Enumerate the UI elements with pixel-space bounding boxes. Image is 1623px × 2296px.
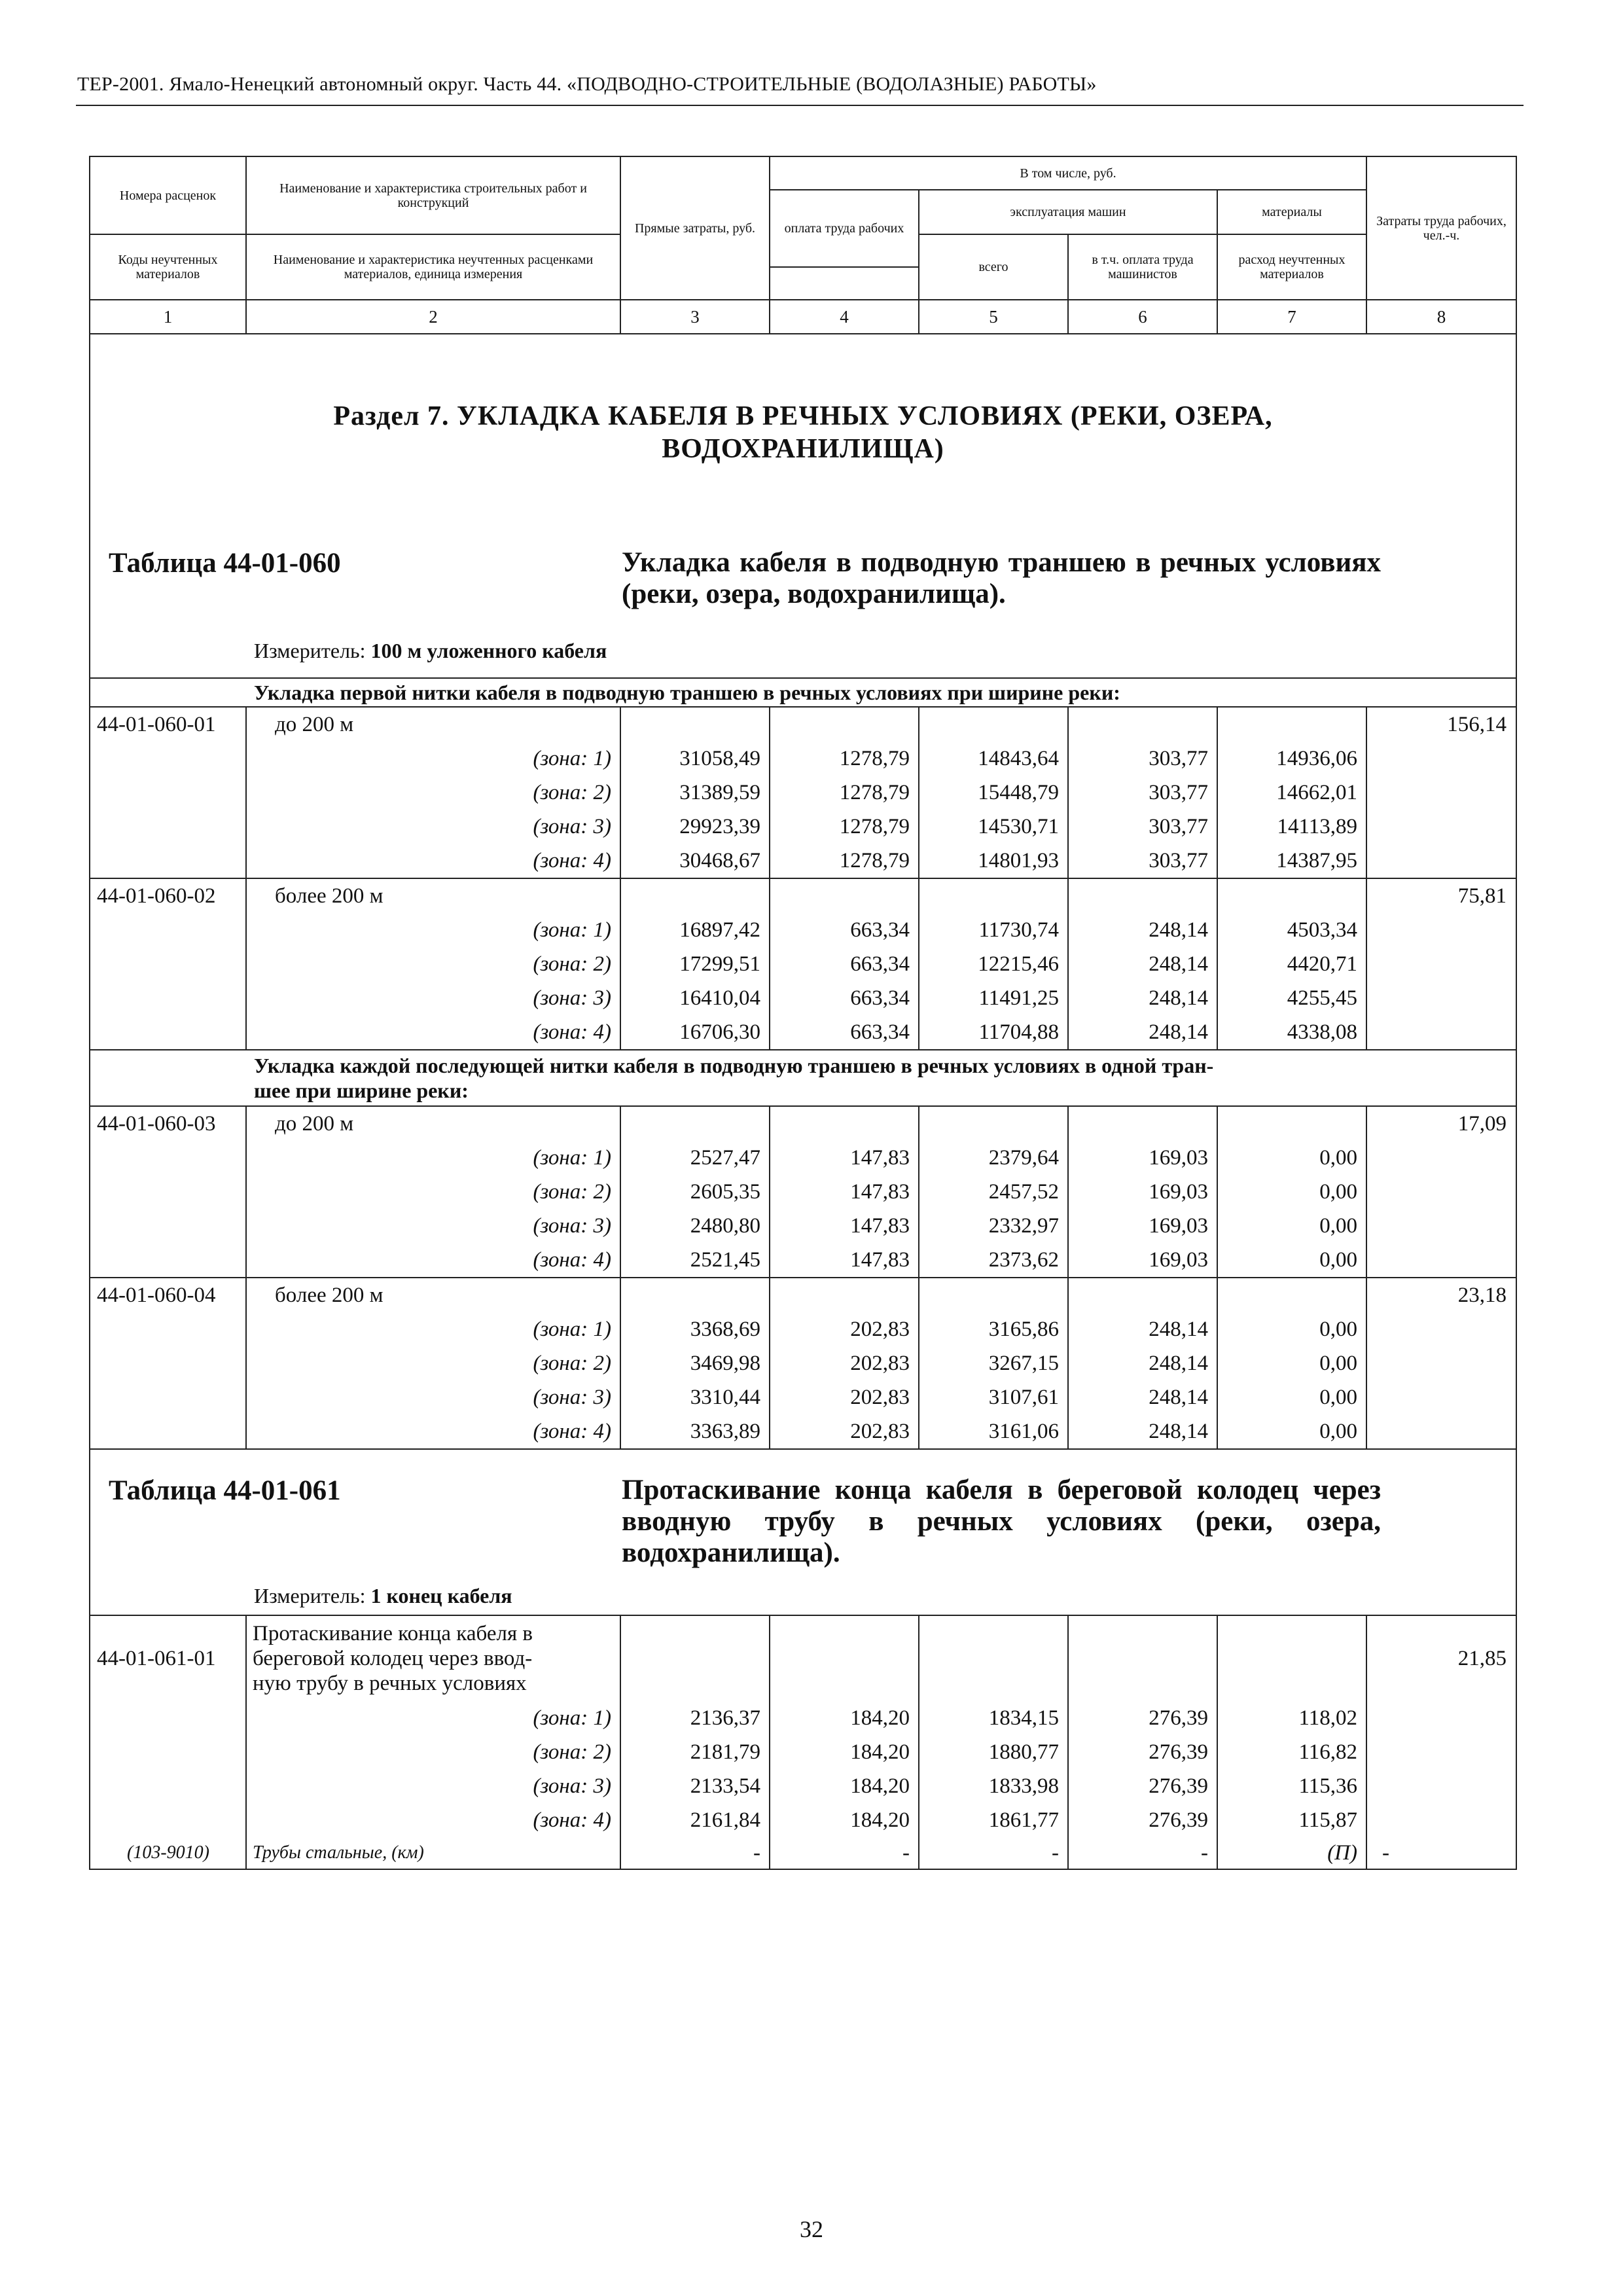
zone-label: (зона: 1) (533, 1317, 611, 1341)
rate-name-line: Протаскивание конца кабеля в (253, 1622, 533, 1645)
table-60-unit (254, 639, 607, 663)
machinist-pay: 276,39 (1149, 1774, 1208, 1798)
column-divider (1217, 708, 1218, 878)
labor-value: 156,14 (1447, 712, 1507, 736)
direct-cost: 17299,51 (679, 952, 760, 976)
column-divider (620, 1616, 621, 1869)
machinist-pay: 169,03 (1149, 1213, 1208, 1238)
table-row (90, 742, 1516, 776)
machinist-pay: 248,14 (1149, 1317, 1208, 1341)
direct-cost: 3363,89 (690, 1419, 760, 1443)
column-divider (620, 1107, 621, 1277)
material-c5: - (1052, 1840, 1059, 1865)
machines-total: 15448,79 (978, 780, 1059, 804)
rate-group-1 (90, 708, 1516, 878)
column-headers (90, 157, 1516, 334)
col-incl-pay: в т.ч. оплата труда машинистов (1068, 234, 1217, 300)
machinist-pay: 169,03 (1149, 1179, 1208, 1204)
direct-cost: 31058,49 (679, 746, 760, 770)
machinist-pay: 276,39 (1149, 1740, 1208, 1764)
column-divider (620, 708, 621, 878)
machinist-pay: 276,39 (1149, 1706, 1208, 1730)
labor-pay: 147,83 (850, 1179, 910, 1204)
machines-total: 11730,74 (978, 918, 1059, 942)
zone-label: (зона: 2) (533, 1740, 611, 1764)
rate-name: до 200 м (275, 1111, 354, 1136)
column-divider (1217, 1107, 1218, 1277)
table-row (90, 879, 1516, 913)
table-row (90, 1243, 1516, 1277)
labor-pay: 202,83 (850, 1385, 910, 1409)
column-divider (918, 708, 919, 878)
subhead-2-line2: шее при ширине реки: (254, 1079, 469, 1102)
materials-use: 14387,95 (1276, 848, 1357, 872)
labor-pay: 202,83 (850, 1351, 910, 1375)
materials-use: 0,00 (1319, 1213, 1357, 1238)
page-header: ТЕР-2001. Ямало-Ненецкий автономный округ. Часть 44. «ПОДВОДНО-СТРОИТЕЛЬНЫЕ (ВОДОЛАЗНЫЕ) РАБОТЫ» (77, 73, 1097, 95)
section-title-line2: ВОДОХРАНИЛИЩА) (662, 434, 944, 464)
machines-total: 2457,52 (988, 1179, 1059, 1204)
machinist-pay: 276,39 (1149, 1808, 1208, 1832)
machines-total: 12215,46 (978, 952, 1059, 976)
column-divider (1067, 708, 1069, 878)
column-divider (918, 1616, 919, 1869)
column-divider (1067, 1278, 1069, 1448)
unit-value: 1 конец кабеля (370, 1584, 512, 1607)
material-c8: - (1382, 1840, 1389, 1865)
col-labor: Затраты труда рабочих, чел.-ч. (1366, 157, 1516, 300)
machines-total: 2332,97 (988, 1213, 1059, 1238)
column-divider (245, 1616, 247, 1869)
machinist-pay: 248,14 (1149, 952, 1208, 976)
machinist-pay: 248,14 (1149, 918, 1208, 942)
zone-label: (зона: 3) (533, 814, 611, 838)
labor-pay: 1278,79 (839, 814, 910, 838)
machines-total: 3107,61 (988, 1385, 1059, 1409)
zone-label: (зона: 1) (533, 918, 611, 942)
materials-use: 0,00 (1319, 1247, 1357, 1272)
table-row (90, 1141, 1516, 1175)
table-row (90, 1616, 1516, 1701)
table-row (90, 810, 1516, 844)
machines-total: 14801,93 (978, 848, 1059, 872)
rate-name: более 200 м (275, 884, 383, 908)
table-row (90, 1312, 1516, 1346)
machines-total: 1833,98 (988, 1774, 1059, 1798)
table-60-label: Таблица 44-01-060 (109, 548, 341, 579)
materials-use: 4503,34 (1287, 918, 1357, 942)
col-labor-pay-cont (770, 267, 919, 300)
machines-total: 2379,64 (988, 1145, 1059, 1170)
zone-label: (зона: 2) (533, 780, 611, 804)
machines-total: 1861,77 (988, 1808, 1059, 1832)
material-code: (103-9010) (127, 1842, 209, 1863)
machinist-pay: 303,77 (1149, 848, 1208, 872)
rate-code: 44-01-060-04 (97, 1283, 216, 1307)
rate-code: 44-01-060-02 (97, 884, 216, 908)
materials-use: 4255,45 (1287, 986, 1357, 1010)
table-row (90, 708, 1516, 742)
table-row (90, 844, 1516, 878)
column-divider (1366, 708, 1367, 878)
zone-label: (зона: 4) (533, 1020, 611, 1044)
col-num-7: 7 (1217, 300, 1366, 334)
unit-prefix: Измеритель: (254, 1584, 371, 1607)
zone-label: (зона: 3) (533, 1385, 611, 1409)
table-row (90, 776, 1516, 810)
rate-name: до 200 м (275, 712, 354, 736)
material-c6: - (1201, 1840, 1208, 1865)
machines-total: 1880,77 (988, 1740, 1059, 1764)
table-row (90, 1175, 1516, 1209)
rate-group-4 (90, 1278, 1516, 1448)
materials-use: 14936,06 (1276, 746, 1357, 770)
col-num-3: 3 (620, 300, 770, 334)
rate-group-2 (90, 879, 1516, 1049)
labor-pay: 202,83 (850, 1419, 910, 1443)
col-num-5: 5 (919, 300, 1068, 334)
table-61-unit (254, 1584, 512, 1608)
zone-label: (зона: 2) (533, 952, 611, 976)
column-divider (620, 879, 621, 1049)
zone-label: (зона: 4) (533, 1419, 611, 1443)
table-row (90, 1414, 1516, 1448)
column-divider (1366, 1107, 1367, 1277)
labor-pay: 147,83 (850, 1145, 910, 1170)
labor-pay: 147,83 (850, 1213, 910, 1238)
zone-label: (зона: 4) (533, 848, 611, 872)
column-divider (1366, 879, 1367, 1049)
col-machines: эксплуатация машин (919, 190, 1217, 234)
direct-cost: 3368,69 (690, 1317, 760, 1341)
direct-cost: 2527,47 (690, 1145, 760, 1170)
labor-pay: 184,20 (850, 1706, 910, 1730)
column-divider (1366, 1278, 1367, 1448)
zone-label: (зона: 3) (533, 1213, 611, 1238)
zone-label: (зона: 4) (533, 1808, 611, 1832)
machinist-pay: 248,14 (1149, 1419, 1208, 1443)
table-row (90, 1837, 1516, 1869)
rate-name (246, 1621, 620, 1696)
column-divider (1217, 1616, 1218, 1869)
section-block (90, 334, 1516, 677)
machinist-pay: 248,14 (1149, 1385, 1208, 1409)
machines-total: 2373,62 (988, 1247, 1059, 1272)
direct-cost: 3469,98 (690, 1351, 760, 1375)
zone-label: (зона: 3) (533, 1774, 611, 1798)
column-divider (769, 1278, 770, 1448)
direct-cost: 2161,84 (690, 1808, 760, 1832)
materials-use: 14662,01 (1276, 780, 1357, 804)
table-row (90, 1346, 1516, 1380)
table-row (90, 1701, 1516, 1735)
materials-use: 0,00 (1319, 1145, 1357, 1170)
materials-use: 14113,89 (1277, 814, 1357, 838)
col-including: В том числе, руб. (770, 157, 1366, 190)
column-divider (918, 1278, 919, 1448)
col-num-1: 1 (90, 300, 246, 334)
material-c3: - (753, 1840, 760, 1865)
labor-pay: 1278,79 (839, 848, 910, 872)
rate-code: 44-01-060-03 (97, 1111, 216, 1136)
direct-cost: 31389,59 (679, 780, 760, 804)
machines-total: 14530,71 (978, 814, 1059, 838)
col-num-2: 2 (246, 300, 620, 334)
section-title (90, 400, 1516, 465)
direct-cost: 2133,54 (690, 1774, 760, 1798)
materials-use: 116,82 (1298, 1740, 1357, 1764)
machines-total: 3165,86 (988, 1317, 1059, 1341)
zone-label: (зона: 1) (533, 1706, 611, 1730)
table-60-caption: Укладка кабеля в подводную траншею в речных условиях (реки, озера, водохранилища). (622, 547, 1381, 609)
table-row (90, 1735, 1516, 1769)
table-60-subhead-1: Укладка первой нитки кабеля в подводную траншею в речных условиях при ширине реки: (254, 681, 1120, 704)
column-divider (245, 1107, 247, 1277)
labor-pay: 663,34 (850, 1020, 910, 1044)
table-row (90, 947, 1516, 981)
machinist-pay: 169,03 (1149, 1145, 1208, 1170)
labor-pay: 663,34 (850, 986, 910, 1010)
rates-table (89, 156, 1517, 1870)
subhead-2-line1: Укладка каждой последующей нитки кабеля в подводную траншею в речных условиях в одной тран- (254, 1054, 1214, 1077)
table-row (90, 1278, 1516, 1312)
table-60-subhead-2 (90, 1050, 1516, 1105)
labor-pay: 147,83 (850, 1247, 910, 1272)
material-c4: - (902, 1840, 910, 1865)
section-title-line1: Раздел 7. УКЛАДКА КАБЕЛЯ В РЕЧНЫХ УСЛОВИЯХ (РЕКИ, ОЗЕРА, (333, 401, 1273, 431)
labor-pay: 202,83 (850, 1317, 910, 1341)
labor-value: 75,81 (1457, 884, 1507, 908)
column-divider (769, 1616, 770, 1869)
col-price-no: Номера расценок (90, 157, 246, 234)
column-divider (245, 1278, 247, 1448)
page-number: 32 (800, 2216, 823, 2242)
table-row (90, 913, 1516, 947)
col-name: Наименование и характеристика строительных работ и конструкций (246, 157, 620, 234)
column-divider (769, 1107, 770, 1277)
col-total: всего (919, 234, 1068, 300)
column-divider (1217, 879, 1218, 1049)
labor-pay: 184,20 (850, 1740, 910, 1764)
col-num-8: 8 (1366, 300, 1516, 334)
machines-total: 11491,25 (978, 986, 1059, 1010)
col-num-4: 4 (770, 300, 919, 334)
material-c7: (П) (1327, 1840, 1357, 1865)
table-61-caption: Протаскивание конца кабеля в береговой колодец через вводную трубу в речных условиях (реки, озера, водохранилища). (622, 1475, 1381, 1568)
table-row (90, 1209, 1516, 1243)
column-divider (620, 1278, 621, 1448)
table-row (90, 1015, 1516, 1049)
zone-label: (зона: 2) (533, 1179, 611, 1204)
col-name-mat: Наименование и характеристика неучтенных расценками материалов, единица измерения (246, 234, 620, 300)
machines-total: 3267,15 (988, 1351, 1059, 1375)
materials-use: 4420,71 (1287, 952, 1357, 976)
machinist-pay: 303,77 (1149, 746, 1208, 770)
column-divider (1067, 879, 1069, 1049)
material-name: Трубы стальные, (км) (253, 1842, 424, 1863)
labor-value: 21,85 (1457, 1646, 1507, 1670)
table-row (90, 1380, 1516, 1414)
machinist-pay: 303,77 (1149, 780, 1208, 804)
direct-cost: 30468,67 (679, 848, 760, 872)
machines-total: 3161,06 (988, 1419, 1059, 1443)
column-divider (1366, 1616, 1367, 1869)
zone-label: (зона: 1) (533, 1145, 611, 1170)
machinist-pay: 248,14 (1149, 1351, 1208, 1375)
machinist-pay: 303,77 (1149, 814, 1208, 838)
unit-prefix: Измеритель: (254, 639, 371, 662)
col-labor-pay: оплата труда рабочих (770, 190, 919, 267)
column-divider (769, 879, 770, 1049)
labor-pay: 184,20 (850, 1808, 910, 1832)
labor-value: 17,09 (1457, 1111, 1507, 1136)
table-row (90, 1107, 1516, 1141)
column-divider (245, 879, 247, 1049)
table-61-heading (90, 1450, 1516, 1615)
table-row (90, 981, 1516, 1015)
rate-group-61 (90, 1616, 1516, 1869)
materials-use: 0,00 (1319, 1419, 1357, 1443)
direct-cost: 16410,04 (679, 986, 760, 1010)
rate-code: 44-01-060-01 (97, 712, 216, 736)
rate-name: более 200 м (275, 1283, 383, 1307)
rate-code: 44-01-061-01 (97, 1646, 216, 1670)
labor-pay: 663,34 (850, 952, 910, 976)
zone-label: (зона: 2) (533, 1351, 611, 1375)
direct-cost: 2605,35 (690, 1179, 760, 1204)
labor-pay: 1278,79 (839, 746, 910, 770)
machines-total: 11704,88 (978, 1020, 1059, 1044)
machines-total: 1834,15 (988, 1706, 1059, 1730)
column-divider (1217, 1278, 1218, 1448)
materials-use: 4338,08 (1287, 1020, 1357, 1044)
materials-use: 0,00 (1319, 1351, 1357, 1375)
column-divider (1067, 1616, 1069, 1869)
direct-cost: 2480,80 (690, 1213, 760, 1238)
materials-use: 115,87 (1298, 1808, 1357, 1832)
direct-cost: 16706,30 (679, 1020, 760, 1044)
column-divider (918, 879, 919, 1049)
col-materials: материалы (1217, 190, 1366, 234)
column-divider (245, 708, 247, 878)
column-divider (1067, 1107, 1069, 1277)
direct-cost: 2136,37 (690, 1706, 760, 1730)
machinist-pay: 248,14 (1149, 986, 1208, 1010)
machinist-pay: 248,14 (1149, 1020, 1208, 1044)
col-num-6: 6 (1068, 300, 1217, 334)
direct-cost: 2181,79 (690, 1740, 760, 1764)
materials-use: 0,00 (1319, 1317, 1357, 1341)
header-rule (76, 105, 1524, 106)
zone-label: (зона: 3) (533, 986, 611, 1010)
rate-group-3 (90, 1107, 1516, 1277)
direct-cost: 2521,45 (690, 1247, 760, 1272)
labor-pay: 663,34 (850, 918, 910, 942)
column-divider (918, 1107, 919, 1277)
labor-pay: 1278,79 (839, 780, 910, 804)
table-61-label: Таблица 44-01-061 (109, 1475, 341, 1506)
table-row (90, 1803, 1516, 1837)
labor-value: 23,18 (1457, 1283, 1507, 1307)
rate-name-line: ную трубу в речных условиях (253, 1672, 527, 1695)
direct-cost: 16897,42 (679, 918, 760, 942)
zone-label: (зона: 4) (533, 1247, 611, 1272)
column-divider (769, 708, 770, 878)
unit-value: 100 м уложенного кабеля (370, 639, 607, 662)
materials-use: 115,36 (1298, 1774, 1357, 1798)
direct-cost: 3310,44 (690, 1385, 760, 1409)
materials-use: 0,00 (1319, 1385, 1357, 1409)
direct-cost: 29923,39 (679, 814, 760, 838)
machinist-pay: 169,03 (1149, 1247, 1208, 1272)
labor-pay: 184,20 (850, 1774, 910, 1798)
col-codes: Коды неучтенных материалов (90, 234, 246, 300)
zone-label: (зона: 1) (533, 746, 611, 770)
materials-use: 0,00 (1319, 1179, 1357, 1204)
col-mat-use: расход неучтенных материалов (1217, 234, 1366, 300)
rate-name-line: береговой колодец через ввод- (253, 1647, 533, 1670)
machines-total: 14843,64 (978, 746, 1059, 770)
materials-use: 118,02 (1298, 1706, 1357, 1730)
table-row (90, 1769, 1516, 1803)
col-direct: Прямые затраты, руб. (620, 157, 770, 300)
